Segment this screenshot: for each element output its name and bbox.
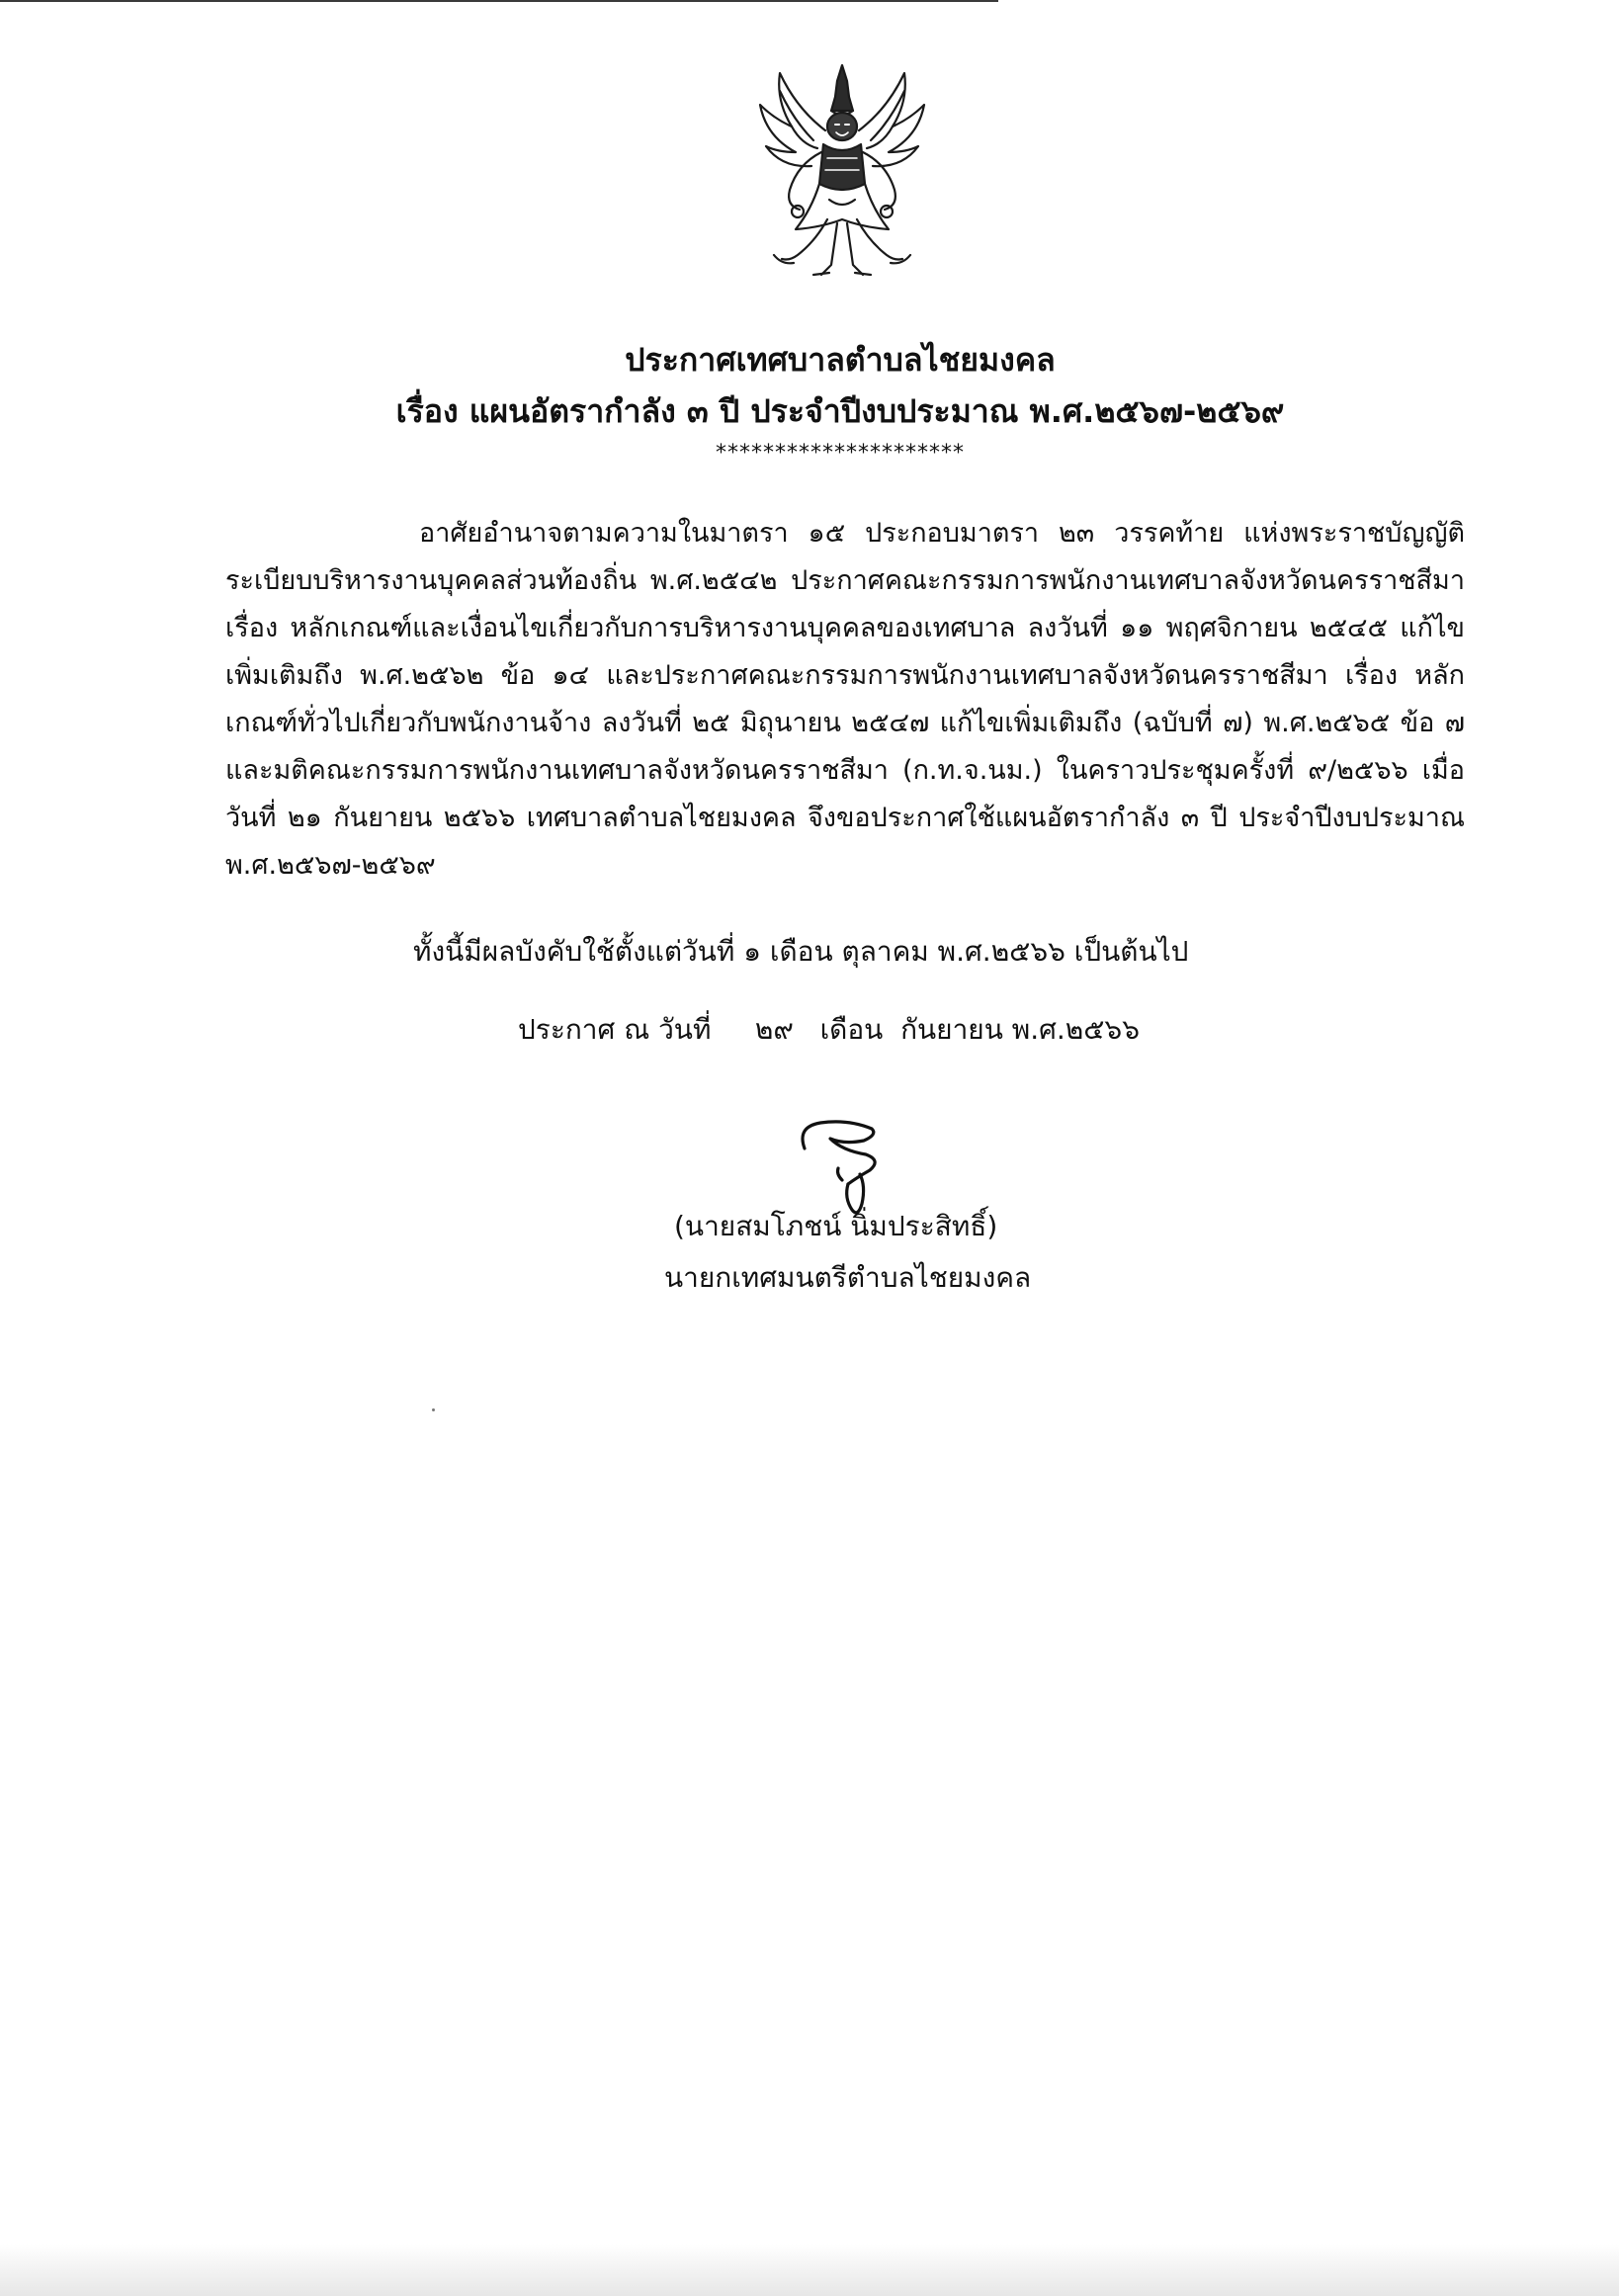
signer-title: นายกเทศมนตรีตำบลไชยมงคล	[664, 1261, 1032, 1294]
garuda-emblem-icon	[752, 61, 933, 284]
effective-date-statement: ทั้งนี้มีผลบังคับใช้ตั้งแต่วันที่ ๑ เดือน ตุลาคม พ.ศ.๒๕๖๖ เป็นต้นไป	[413, 935, 1189, 968]
announcement-subject: เรื่อง แผนอัตรากำลัง ๓ ปี ประจำปีงบประมาณ พ.ศ.๒๕๖๗-๒๕๖๙	[395, 392, 1285, 430]
title-block	[297, 334, 1384, 465]
scan-speck	[432, 1408, 435, 1411]
announcement-date: ประกาศ ณ วันที่ ๒๙ เดือน กันยายน พ.ศ.๒๕๖๖	[518, 1013, 1140, 1046]
announcement-body: อาศัยอำนาจตามความในมาตรา ๑๕ ประกอบมาตรา ๒๓ วรรคท้าย แห่งพระราชบัญญัติระเบียบบริหารงานบุคคลส่วนท้องถิ่น พ.ศ.๒๕๔๒ ประกาศคณะกรรมการพนักงานเทศบาลจังหวัดนครราชสีมา เรื่อง หลักเกณฑ์และเงื่อนไขเกี่ยวกับการบริหารงานบุคคลของเทศบาล ลงวันที่ ๑๑ พฤศจิกายน ๒๕๔๕ แก้ไขเพิ่มเติมถึง พ.ศ.๒๕๖๒ ข้อ ๑๔ และประกาศคณะกรรมการพนักงานเทศบาลจังหวัดนครราชสีมา เรื่อง หลักเกณฑ์ทั่วไปเกี่ยวกับพนักงานจ้าง ลงวันที่ ๒๕ มิถุนายน ๒๕๔๗ แก้ไขเพิ่มเติมถึง (ฉบับที่ ๗) พ.ศ.๒๕๖๕ ข้อ ๗ และมติคณะกรรมการพนักงานเทศบาลจังหวัดนครราชสีมา (ก.ท.จ.นม.) ในคราวประชุมครั้งที่ ๙/๒๕๖๖ เมื่อวันที่ ๒๑ กันยายน ๒๕๖๖ เทศบาลตำบลไชยมงคล จึงขอประกาศใช้แผนอัตรากำลัง ๓ ปี ประจำปีงบประมาณ พ.ศ.๒๕๖๗-๒๕๖๙	[225, 518, 1465, 881]
announcement-title: ประกาศเทศบาลตำบลไชยมงคล	[625, 341, 1056, 379]
signer-name: (นายสมโภชน์ นิ่มประสิทธิ์)	[674, 1210, 998, 1242]
scan-bottom-shading	[0, 2244, 1619, 2296]
scan-edge-line	[0, 0, 998, 2]
asterisk-separator: *********************	[716, 441, 965, 466]
